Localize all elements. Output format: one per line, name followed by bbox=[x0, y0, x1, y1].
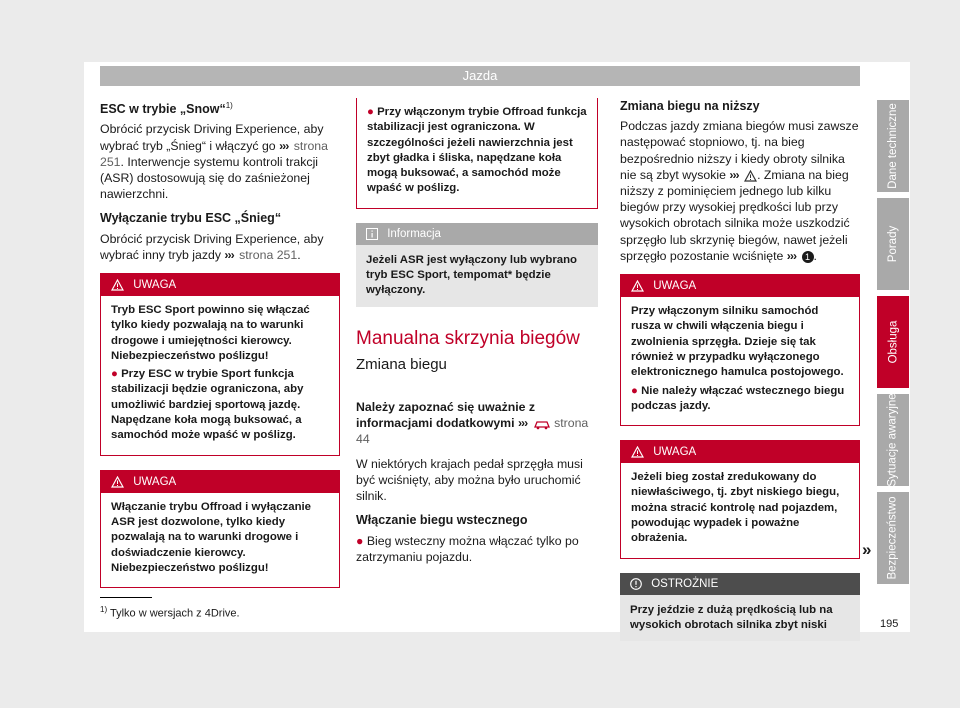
warning-body: Przy włączonym silniku samochód rusza w chwili włączenia biegu i zwolnienia sprzęgła. Dzieje się tak również w przypadku wyłączonego elektronicznego hamulca postojowego. ● Nie należy włączać wstecznego biegu podczas jazdy. bbox=[631, 305, 845, 412]
tab-sytuacje-awaryjne[interactable]: Sytuacje awaryjne bbox=[877, 394, 909, 486]
warning-box-sport bbox=[100, 273, 340, 456]
warning-header: UWAGA bbox=[101, 471, 339, 493]
warning-header: UWAGA bbox=[621, 275, 859, 297]
footnote: $^{1)}$ Tylko w wersjach z 4Drive. bbox=[100, 605, 240, 620]
note-additional-info: Należy zapoznać się uważnie z informacjami dodatkowymi ››› strona 44 bbox=[356, 400, 589, 447]
link-strona-44[interactable]: strona 44 bbox=[356, 416, 589, 447]
tab-bezpieczenstwo[interactable]: Bezpieczeństwo bbox=[877, 492, 909, 584]
warning-header: UWAGA bbox=[101, 274, 339, 296]
footnote-divider bbox=[100, 597, 152, 598]
warning-box-offroad bbox=[100, 470, 340, 588]
list-item-reverse: ● Bieg wsteczny można włączać tylko po zatrzymaniu pojazdu. bbox=[356, 533, 579, 564]
info-box bbox=[356, 223, 598, 307]
warning-triangle-icon bbox=[111, 279, 124, 291]
car-book-icon bbox=[533, 418, 551, 430]
warning-box-clutch bbox=[620, 274, 860, 426]
tab-dane-techniczne[interactable]: Dane techniczne bbox=[877, 100, 909, 192]
column-1 bbox=[100, 98, 340, 602]
heading-snow-off: Wyłączanie trybu ESC „Śnieg“ bbox=[100, 211, 282, 226]
caution-body: Przy jeździe z dużą prędkością lub na wysokich obrotach silnika zbyt niski bbox=[630, 603, 833, 631]
bullet-icon: ● bbox=[111, 368, 118, 381]
paragraph-clutch: W niektórych krajach pedał sprzęgła musi być wciśnięty, aby można było uruchomić silnik. bbox=[356, 456, 583, 504]
link-strona-251[interactable]: strona 251 bbox=[100, 138, 328, 169]
heading-downshift: Zmiana biegu na niższy bbox=[620, 99, 760, 113]
heading-reverse: Włączanie biegu wstecznego bbox=[356, 513, 528, 528]
bullet-icon: ● bbox=[631, 384, 638, 397]
paragraph-downshift: Podczas jazdy zmiana biegów musi zawsze następować stopniowo, tj. na bieg bezpośrednio niższy i kiedy obroty silnika nie są zbyt wysokie ››› . Zmiana na bieg niższy z pominięciem jednego lub kilku biegów przy wysokiej prędkości lub przy wysokich obrotach silnika może uszkodzić sprzęgło lub skrzynię biegów, nawet jeżeli sprzęgło pozostanie wciśnięte ››› 1 . bbox=[620, 119, 859, 263]
warning-body: Włączanie trybu Offroad i wyłączanie ASR jest dozwolone, tylko kiedy pozwalają na to warunki drogowe i doświadczenie kierowcy. Niebezpieczeństwo poślizgu! bbox=[111, 500, 312, 574]
tab-porady[interactable]: Porady bbox=[877, 198, 909, 290]
info-icon bbox=[366, 228, 378, 240]
page-header: Jazda bbox=[100, 66, 860, 86]
caution-header: OSTROŻNIE bbox=[620, 573, 860, 595]
warning-box-continued bbox=[356, 98, 598, 209]
info-body: Jeżeli ASR jest wyłączony lub wybrano tryb ESC Sport, tempomat* będzie wyłączony. bbox=[366, 253, 577, 297]
heading-esc-snow: ESC w trybie „Snow“$^{1)}$ bbox=[100, 101, 233, 117]
bullet-icon: ● bbox=[356, 533, 364, 548]
continue-chevron-icon: » bbox=[862, 540, 872, 559]
callout-number: 1 bbox=[802, 251, 814, 263]
warning-triangle-icon bbox=[631, 280, 644, 292]
warning-body: Jeżeli bieg został zredukowany do niewłaściwego, tj. zbyt niskiego biegu, można stracić kontrolę nad pojazdem, powodując wypadek i poważne obrażenia. bbox=[631, 471, 840, 545]
warning-triangle-icon bbox=[744, 170, 757, 182]
tab-obsluga[interactable]: Obsługa bbox=[877, 296, 909, 388]
warning-body: ● Przy włączonym trybie Offroad funkcja stabilizacji jest ograniczona. W szczególności jeżeli nawierzchnia jest zbyt gładka i śliska, napędzane koła mogą buksować, a samochód może wpaść w poślizg. bbox=[367, 106, 587, 195]
paragraph-snow-off: Obrócić przycisk Driving Experience, aby wybrać inny tryb jazdy ››› strona 251. bbox=[100, 231, 324, 262]
column-3 bbox=[620, 98, 860, 641]
warning-triangle-icon bbox=[111, 476, 124, 488]
warning-box-downshift bbox=[620, 440, 860, 558]
section-title: Manualna skrzynia biegów bbox=[356, 327, 580, 349]
warning-header: UWAGA bbox=[621, 441, 859, 463]
column-2 bbox=[356, 98, 598, 573]
bullet-icon: ● bbox=[367, 106, 374, 118]
page-number: 195 bbox=[880, 618, 899, 630]
link-strona-251-b[interactable]: strona 251 bbox=[239, 247, 298, 262]
warning-triangle-icon bbox=[631, 446, 644, 458]
info-header: Informacja bbox=[356, 223, 598, 245]
caution-box bbox=[620, 573, 860, 642]
warning-body: Tryb ESC Sport powinno się włączać tylko kiedy pozwalają na to warunki drogowe i umiejętności kierowcy. Niebezpieczeństwo poślizgu! ● Przy ESC w trybie Sport funkcja stabilizacji będzie ograniczona, aby umożliwić bardziej sportową jazdę. Napędzane koła mogą buksować, a samochód może wpaść w poślizg. bbox=[111, 303, 310, 442]
section-subtitle: Zmiana biegu bbox=[356, 355, 447, 373]
paragraph-snow: Obrócić przycisk Driving Experience, aby wybrać tryb „Śnieg“ i włączyć go ››› strona 251. Interwencje systemu kontroli trakcji (ASR) dostosowują się do zaśnieżonej nawierzchni. bbox=[100, 122, 328, 202]
caution-circle-icon bbox=[630, 578, 642, 590]
